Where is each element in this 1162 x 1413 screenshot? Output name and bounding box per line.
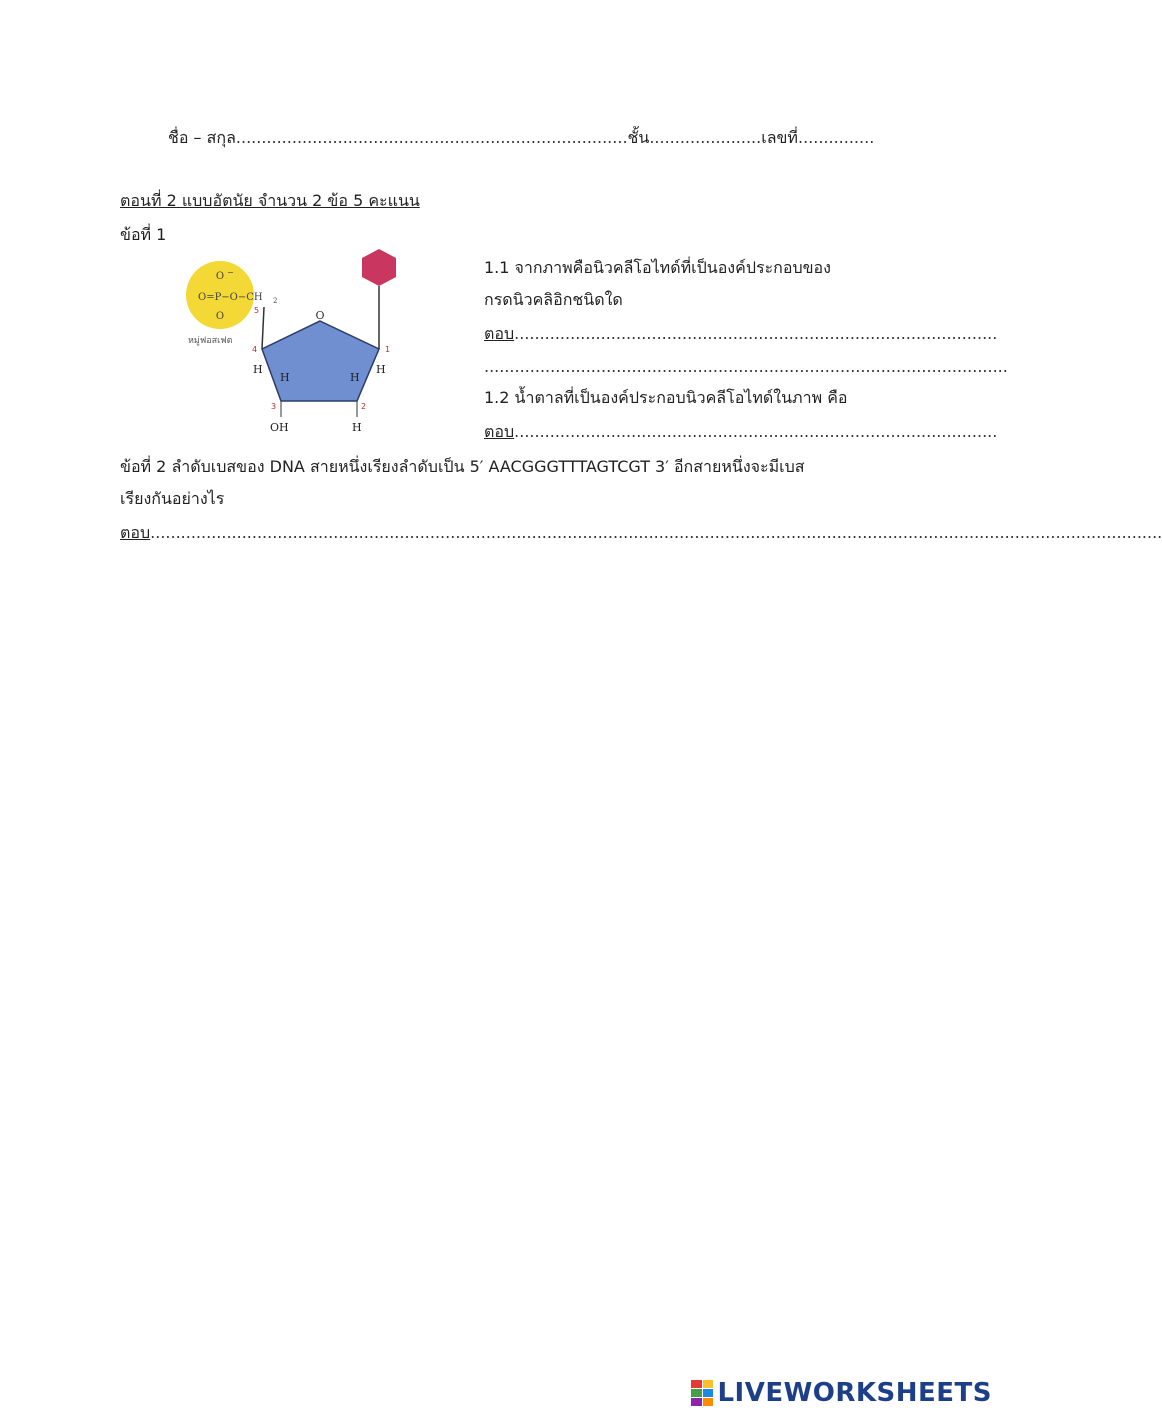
name-row (168, 128, 874, 148)
answer-1-1-row (484, 324, 998, 344)
oh-group: OH (270, 421, 289, 434)
section-title: ตอนที่ 2 แบบอัตนัย จำนวน 2 ข้อ 5 คะแนน (120, 191, 420, 210)
number-label: เลขที่ (761, 128, 798, 147)
question-2-line-1: ข้อที่ 2 ลำดับเบสของ DNA สายหนึ่งเรียงลำดับเป็น 5′ AACGGGTTTAGTCGT 3′ อีกสายหนึ่งจะมีเบส (120, 457, 805, 476)
h-carbon-3: H (280, 371, 290, 384)
h-carbon-1: H (376, 363, 386, 376)
nucleotide-diagram (180, 245, 430, 440)
phosphate-formula: O=P−O−CH (198, 292, 263, 303)
number-field[interactable]: ............... (797, 128, 875, 147)
phosphate-top-o: O (215, 271, 225, 282)
question-1-label: ข้อที่ 1 (120, 225, 167, 244)
name-label: ชื่อ – สกุล (168, 128, 236, 147)
answer-1-2-field[interactable]: ............................................................................................... (514, 422, 998, 441)
carbon-4-label: 4 (252, 345, 258, 354)
carbon-5-label: 5 (254, 306, 260, 315)
answer-1-1-label: ตอบ (484, 324, 515, 343)
carbon-3-label: 3 (271, 402, 277, 411)
question-2-line-2: เรียงกันอย่างไร (120, 489, 225, 508)
question-1-1-line-1: 1.1 จากภาพคือนิวคลีโอไทด์ที่เป็นองค์ประกอบของ (484, 258, 831, 277)
answer-1-1-field[interactable]: ............................................................................................... (514, 324, 998, 343)
name-field[interactable]: ............................................................................. (235, 128, 628, 147)
answer-2-field[interactable]: ....................................................................................................................................................................................................... (150, 523, 1162, 542)
ring-oxygen: O (315, 309, 325, 322)
class-field[interactable]: ...................... (649, 128, 762, 147)
h-bottom: H (352, 421, 362, 434)
logo-text: LIVEWORKSHEETS (717, 1378, 992, 1408)
phosphate-caption: หมู่ฟอสเฟต (188, 336, 233, 346)
phosphate-bottom-o: O (215, 311, 225, 322)
question-1-1-line-2: กรดนิวคลิอิกชนิดใด (484, 290, 623, 309)
logo-mark-icon (691, 1380, 713, 1406)
answer-1-2-row (484, 422, 998, 442)
answer-1-1-extra-line[interactable]: ....................................................................................................... (484, 357, 1008, 376)
base-hexagon (362, 249, 396, 286)
class-label: ชั้น (627, 128, 650, 147)
phosphate-top-charge: − (227, 268, 234, 277)
answer-1-2-label: ตอบ (484, 422, 515, 441)
question-1-2: 1.2 น้ำตาลที่เป็นองค์ประกอบนิวคลีโอไทด์ในภาพ คือ (484, 388, 848, 407)
answer-2-label: ตอบ (120, 523, 151, 542)
h-carbon-2: H (350, 371, 360, 384)
sugar-ring (262, 321, 379, 401)
liveworksheets-logo[interactable] (691, 1376, 992, 1410)
carbon-1-label: 1 (385, 345, 391, 354)
carbon-2-label: 2 (361, 402, 367, 411)
answer-2-row (120, 523, 1162, 543)
phosphate-sub: 2 (273, 297, 278, 305)
h-carbon-4: H (253, 363, 263, 376)
